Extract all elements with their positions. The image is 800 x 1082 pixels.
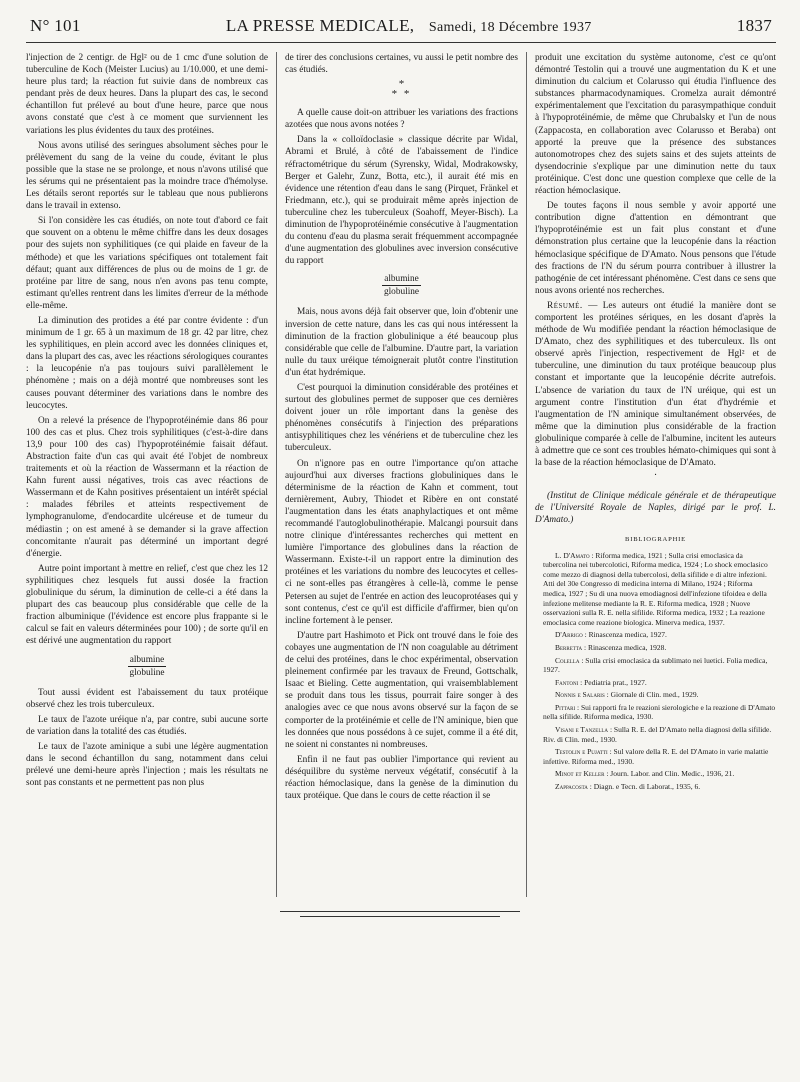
page-header [26, 16, 776, 36]
paragraph: D'autre part Hashimoto et Pick ont trouvé dans le foie des cobayes une augmentation de l'N non coagulable au détriment de celui des protéines, dans le choc expérimental, observation pleinement confirmée par les travaux de Freund, Gottschalk, Isaac et Bieling. Cette augmentation, qui vraisemblablement se produit dans tous les tissus, pourrait faire songer à des analogies avec ce que nous avons observé sur la façon de se comporter de la protéinémie et celle de l'N aminique, bien que les données que nous possédons à ce sujet, comme il a été dit, ne soient ni constantes ni nombreuses. [285, 630, 518, 750]
bibliography-entry [535, 725, 776, 744]
header-rule [26, 42, 776, 43]
paragraph: l'injection de 2 centigr. de Hgl² ou de 1 cmc d'une solution de tuberculine de Koch (Meister Lucius) au 1/10.000, et une demi-heure plus tard; la réaction fut suivie dans de nombreux cas pendant près de deux heures. Dans la plupart des cas, le second échantillon fut prélevé au bout d'une heure, parce que nous avons constaté que c'est à ce moment que surviennent les variations les plus évidentes du taux des protéines. [26, 53, 268, 136]
bibliography-author: Testolin e Pujatti [555, 747, 608, 757]
ratio-denominator: globuline [129, 667, 165, 678]
bibliography-author: Colella [555, 655, 580, 665]
paragraph: Mais, nous avons déjà fait observer que, loin d'obtenir une inversion de cette nature, dans les cas qui nous intéressent la diminution de la fraction globulinique a été beaucoup plus considérable que celle de l'albumine. D'autre part, la variation nulle du taux uréique témoignerait plutôt contre l'institution d'un état hydrémique. [285, 307, 518, 378]
bibliography-entry [535, 551, 776, 628]
section-divider-asterisks [285, 79, 518, 99]
footer-rules [280, 911, 520, 921]
bibliography-reference: : Sulla crisi emoclasica da sublimato nei luetici. Folia medica, 1927. [543, 655, 768, 675]
bibliography-entry [535, 703, 776, 722]
paragraph: de tirer des conclusions certaines, vu aussi le petit nombre des cas étudiés. [285, 53, 518, 76]
article-columns [26, 52, 776, 897]
bibliography-reference: : Riforma medica, 1921 ; Sulla crisi emoclasica da tubercolina nei tubercolotici, Riforma medica, 1924 ; Lo shock emoclasico come mezzo di diagnosi della tubercolosi, della sifilide e di altre infezioni. Atti del 30e Congresso di medicina interna di Milano, 1924 ; Riforma medica, 1927 ; Su di una nuova emodiagnosi dell'infezione tifoidea e della infezione melitense mediante la R. E. Riforma medica, 1928 ; Nuove osservazioni sulla R. E. nella sifilide. Riforma medica, 1932 ; La reazione emoclasica come reazione biologica. Minerva medica, 1937. [543, 550, 768, 627]
bibliography-entry [535, 643, 776, 653]
paragraph: On a relevé la présence de l'hypoprotéinémie dans 86 pour 100 des cas et plus. Chez trois syphilitiques (c'est-à-dire dans 13,9 pour 100 des cas) l'hypoprotéinémie faisait défaut. Abstraction faite d'un cas qui avait été l'objet de nombreux traitements et où la réaction de Wassermann et la réaction de Kahn furent aussi négatives, trois cas avec réactions de Wassermann et de Kahn positives présentaient un intérêt spécial : malades fébriles et atteints respectivement de lymphogranulome, d'endocardite ulcéreuse et de tumeur du médiastin ; on est amené à se demander si la grave affection concomitante n'aurait pas déterminé un important degré d'énergie. [26, 415, 268, 559]
bibliography-author: Pittari [555, 702, 576, 712]
bibliography-author: L. D'Amato [555, 550, 590, 560]
paragraph: produit une excitation du système autonome, c'est ce qu'ont démontré Testolin qui a trouvé une augmentation du K et une diminution du calcium et Colarusso qui étudia l'influence des substances pharmacodynamiques. Cromelza aurait démontré expérimentalement que l'excitation du parasympathique conduit à l'hypoprotéinémie, de même que Chrubalsky et l'un de nous (Zappacosta, en collaboration avec Colarusso et Beraba) ont apporté la preuve que la présence des substances autonomotropes chez des sujets sains et des sujets atteints de dysendocrinie s'explique par une diminution nette du taux protéinique. C'est donc une question complexe que celle de la réaction hémoclasique. [535, 53, 776, 197]
paragraph: Le taux de l'azote uréique n'a, par contre, subi aucune sorte de variation dans la totalité des cas étudiés. [26, 714, 268, 737]
paragraph: Autre point important à mettre en relief, c'est que chez les 12 syphilitiques chez lesquels fut aussi dosée la fraction globulinique du sérum, la diminution de celle-ci a été dans la plupart des cas beaucoup plus considérable que celle de la fraction albuminique (l'évidence est encore plus frappante si le calcul se fait en valeurs déterminées pour 100) ; de sorte qu'il en est dérivé une augmentation du rapport [26, 563, 268, 647]
bibliography-author: Minot et Keller [555, 769, 605, 779]
bibliography-entry [535, 678, 776, 688]
ratio-denominator: globuline [383, 287, 420, 298]
journal-title: LA PRESSE MEDICALE, [225, 16, 415, 35]
bibliography-entry [535, 690, 776, 700]
paragraph: Si l'on considère les cas étudiés, on note tout d'abord ce fait que souvent on a obtenu le même chiffre dans les deux dosages pour des sujets non syphilitiques (ce qui plaide en faveur de la méthode) et que les variations spécifiques ont totalement fait défaut; quant aux différences de plus ou de moins de 1 gr. de protéine par litre de sang, nous n'en avons pas tenu compte, estimant qu'elles rentrent dans les limites d'erreur de la méthode elle-même. [26, 216, 268, 311]
paragraph: Tout aussi évident est l'abaissement du taux protéique observé chez les trois tuberculeux. [26, 687, 268, 710]
asterisk-bottom: * * [391, 88, 412, 101]
affiliation-note: (Institut de Clinique médicale générale et de thérapeutique de l'Université Royale de Naples, dirigé par le prof. L. D'Amato.) [535, 491, 776, 526]
bibliography-reference: : Sul valore della R. E. del D'Amato in varie malattie infettive. Riforma med., 1930. [543, 747, 769, 766]
ratio-formula [26, 654, 268, 679]
summary-paragraph [535, 300, 776, 469]
bibliography-reference: : Giornale di Clin. med., 1929. [604, 690, 699, 700]
bibliography-entry [535, 656, 776, 675]
ratio-formula [285, 273, 518, 298]
column-right [526, 52, 776, 897]
bibliography-reference: : Pediatria prat., 1927. [578, 677, 647, 687]
bibliography-entry [535, 769, 776, 779]
footer-rule [280, 911, 520, 912]
bibliography-reference: : Diagn. e Tecn. di Laborat., 1935, 6. [587, 782, 701, 792]
issue-number: N° 101 [30, 16, 81, 35]
bibliography-author: Berretta [555, 642, 583, 652]
summary-label: Résumé. [547, 300, 583, 311]
bibliography-author: Zappacosta [555, 782, 588, 792]
paragraph: On n'ignore pas en outre l'importance qu'on attache aujourd'hui aux diverses fractions globuliniques dans le déterminisme de la réaction de Kahn et comment, tout dernièrement, Aubry, Thiodet et Ribère en ont constaté l'augmentation dans les états anaphylactiques et ont même recommandé l'autoglobulinothérapie. Malcangi poursuit dans notre clinique d'intéressantes recherches qui mettent en lumière l'importance des globulines dans la réaction de Wassermann. Existe-t-il un rapport entre la diminution des protéines et les variations du nombre des leucocytes et celles-ci ne sont-elles pas étrangères à celle-là, comme le pense Petersen au sujet de l'entrée en action des leucoprotéases qui y sont contenus, c'est ce qu'il est difficile d'affirmer, bien qu'on incline fortement à le penser. [285, 458, 518, 626]
page-number: 1837 [736, 16, 772, 35]
paragraph: De toutes façons il nous semble y avoir apporté une contribution digne d'attention en démontrant que l'hypoprotéinémie est un fait plus constant et d'une démonstration plus certaine que la leucopénie dans la réaction hémoclasique spécifique de D'Amato. Nous pensons que l'étude des fractions de l'N du sérum pourra contribuer à illustrer la pathogénie de cet intéressant phénomène. C'est dans ce sens que nous avons orienté nos recherches. [535, 201, 776, 296]
dot-divider: · [653, 470, 658, 482]
column-middle [276, 52, 526, 897]
footer-rule [300, 916, 500, 917]
issue-date: Samedi, 18 Décembre 1937 [428, 20, 592, 35]
paragraph: La diminution des protides a été par contre évidente : d'un minimum de 1 gr. 65 à un maximum de 18 gr. 42 par litre, chez les syphilitiques, en plein accord avec les données cliniques et, dans la plupart des cas, avec les réactions sérologiques courantes : la leucopénie n'a pas toujours suivi parallèlement le phénomène ; mais on a déjà montré que nombreuses sont les causes pouvant déterminer des variations dans le nombre des leucocytes. [26, 315, 268, 411]
bibliography-reference: : Rinascenza medica, 1927. [582, 630, 667, 640]
column-left [26, 52, 276, 897]
paragraph: Le taux de l'azote aminique a subi une légère augmentation dans le second échantillon du sang, notamment dans celui prélevé une demi-heure après l'injection ; mais les résultats ne sont pas constants et ne permettent pas non plus [26, 741, 268, 789]
bibliography-reference: : Sulla R. E. del D'Amato nella diagnosi della sifilide. Riv. di Clin. med., 1930. [543, 725, 772, 744]
summary-text: — Les auteurs ont étudié la manière dont se comportent les protéines sériques, en les dosant d'après la méthode de Wu modifiée pendant la réaction hémoclasique de D'Amato, chez des syphilitiques et des tuberculeux. Ils ont observé après l'injection, respectivement de Hgl² et de tuberculine, une diminution du taux protéique beaucoup plus constant et importante que la leucopénie décrite autrefois. L'absence de variation du taux de l'N uréique, qui est un argument contre l'institution d'un état d'hydrémie et l'augmentation de l'N aminique simultanément observées, de même que la diminution plus considérable de la fraction globulinique comparée à celle de l'albumine, incitent les auteurs à admettre que ce sont ces troubles hémato-chimiques qui sont à la base de la réaction hémoclasique de D'Amato. [535, 300, 776, 469]
bibliography-entry [535, 630, 776, 640]
bibliography-author: D'Arrigo [555, 630, 583, 640]
bibliography-author: Nonnis e Salaris [555, 690, 605, 700]
journal-title-line [226, 16, 592, 36]
ratio-numerator: albumine [384, 274, 419, 285]
bibliography-list [535, 551, 776, 792]
ratio-numerator: albumine [129, 654, 165, 665]
paragraph: C'est pourquoi la diminution considérable des protéines et surtout des globulines permet de supposer que ces dernières doivent jouer un rôle important dans la genèse des phénomènes consécutifs à l'injection des préparations antisyphilitiques chez les vénériens et de tuberculine chez les tuberculeux. [285, 382, 518, 454]
paragraph: Nous avons utilisé des seringues absolument sèches pour le prélèvement du sang de la veine du coude, évitant le plus possible que la stase ne se prolonge, et nous n'avons utilisé que les sérums qui ne présentaient pas la moindre trace d'hémolyse. Les détails seront reportés sur le tableau que nous publierons dans le travail in extenso. [26, 140, 268, 212]
paragraph: Enfin il ne faut pas oublier l'importance qui revient au déséquilibre du système nerveux végétatif, consécutif à la réaction hémoclasique, dans la genèse de la diminution du taux protéique. Que dans le cours de cette réaction il se [285, 754, 518, 802]
bibliography-reference: : Rinascenza medica, 1928. [582, 642, 667, 652]
paragraph: A quelle cause doit-on attribuer les variations des fractions azotées que nous avons notées ? [285, 108, 518, 131]
bibliography-reference: : Sui rapporti fra le reazioni sierologiche e la reazione di D'Amato nella sifilide. Riforma medica, 1930. [543, 702, 776, 722]
bibliography-reference: : Journ. Labor. and Clin. Medic., 1936, 21. [604, 769, 735, 779]
bibliography-entry [535, 747, 776, 766]
bibliography-heading: BIBLIOGRAPHIE [625, 536, 686, 544]
bibliography-author: Visani e Tanzella [555, 725, 609, 735]
bibliography-entry [535, 782, 776, 792]
bibliography-author: Fantoni [555, 677, 579, 687]
paragraph: Dans la « colloïdoclasie » classique décrite par Widal, Abrami et Brulé, à côté de l'abaissement de l'indice réfractométrique du sérum (Syrensky, Widal, Modrakowsky, Berger et Galehr, Zunz, Botta, etc.), il aurait été mis en évidence une rétention d'eau dans le sang (Pirquet, Fränkel et Friedmann, etc.), qui se produirait même après injection de tuberculine chez les tuberculeux (Soahoff, Meyer-Bisch). La diminution de l'hypoprotéinémie consécutive à l'augmentation du contenu d'eau du plasma serait fréquemment accompagnée d'une augmentation des globulines avec inversion consécutive du rapport [285, 135, 518, 267]
asterisk-top: * [398, 78, 405, 91]
